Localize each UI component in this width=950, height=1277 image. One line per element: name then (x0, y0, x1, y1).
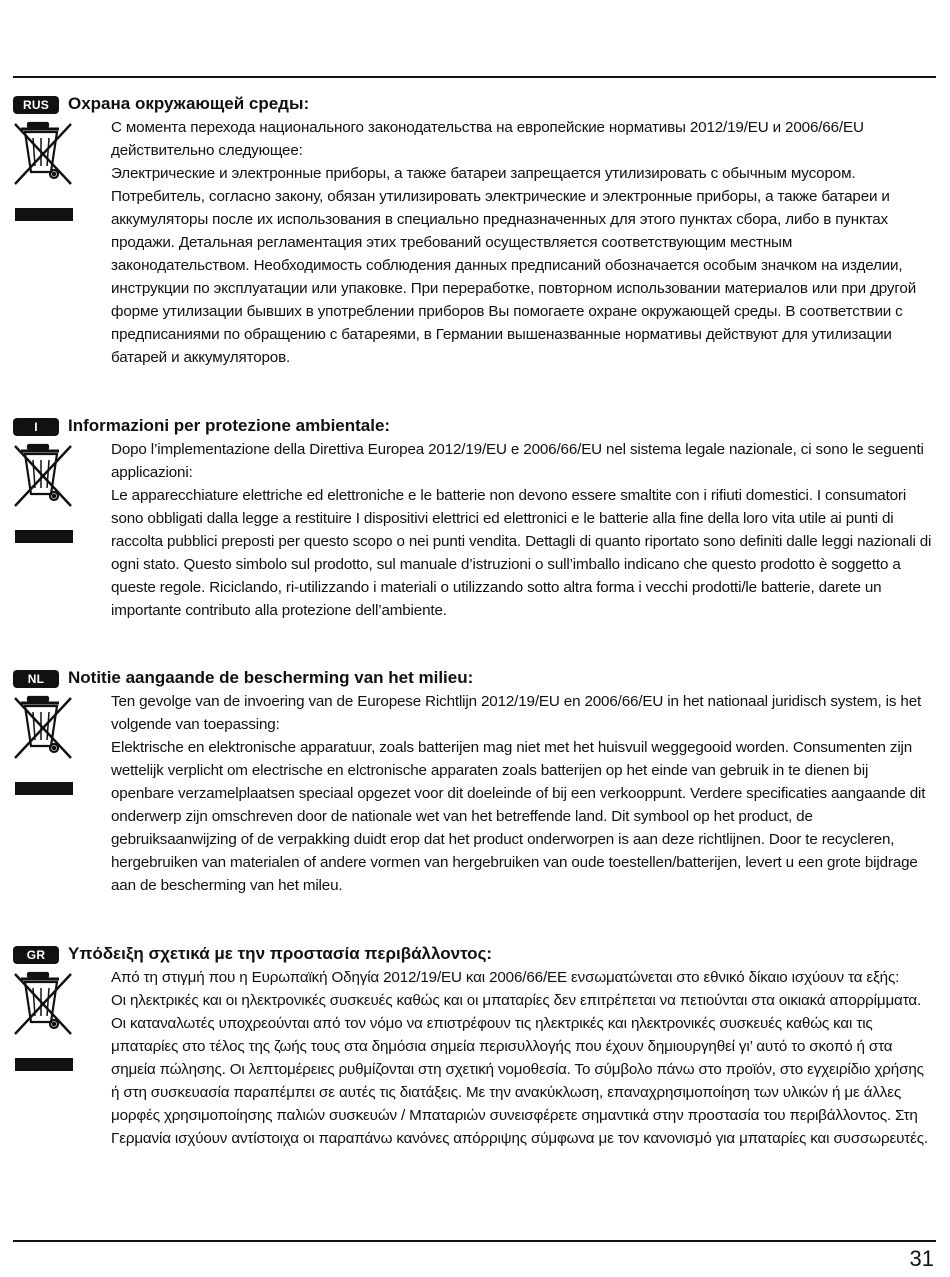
top-rule (13, 76, 936, 78)
section-text: Οι ηλεκτρικές και οι ηλεκτρονικές συσκευές καθώς και οι μπαταρίες δεν επιτρέπεται να πετιούνται στα οικιακά απορρίμματα. Οι καταναλωτές υποχρεούνται από τον νόμο να επιστρέφουν τις ηλεκτρικές και ηλεκτρονικές συσκευές καθώς και τις μπαταρίες στο τέλος της ζωής τους στα δημόσια σημεία περισυλλογής που έχουν δημιουργηθεί γι’ αυτό το σκοπό ή στα σημεία πώλησης. Οι λεπτομέρειες ρυθμίζονται στη σχετική νομοθεσία. Το σύμβολο πάνω στο προϊόν, στο εγχειρίδιο χρήσης ή στη συσκευασία παραπέμπει σε αυτές τις διατάξεις. Με την ανακύκλωση, επαναχρησιμοποίηση των υλικών ή με άλλες μορφές χρησιμοποίησης παλιών συσκευών / Μπαταριών συνεισφέρετε σημαντικά στην προστασία του περιβάλλοντος. Στη Γερμανία ισχύουν αντίστοιχα οι παραπάνω κανόνες απόρριψης σύμφωνα με τον κανονισμό για μπαταρίες και συσσωρευτές. (111, 992, 928, 1147)
bottom-rule (13, 1240, 936, 1242)
section-body (111, 116, 933, 369)
section-intro: Dopo l’implementazione della Direttiva Europea 2012/19/EU e 2006/66/EU nel sistema legale nazionale, ci sono le seguenti applicazioni: (111, 441, 924, 481)
section-heading: Informazioni per protezione ambientale: (68, 416, 391, 435)
section-intro: С момента перехода национального законодательства на европейские нормативы 2012/19/EU и 2006/66/EU действительно следующее: (111, 119, 864, 159)
page-number: 31 (909, 1246, 934, 1271)
weee-symbol (13, 692, 75, 802)
crossed-out-wheelie-bin-icon (13, 440, 75, 550)
section-text: Le apparecchiature elettriche ed elettroniche e le batterie non devono essere smaltite con i rifiuti domestici. I consumatori sono obbligati dalla legge a restituire I dispositivi elettrici ed elettronici e le batterie alla fine della loro vita utile ai punti di raccolta pubblici preposti per questo scopo o nei punti vendita. Dettagli di quanto riportato sono definiti dalle leggi nazionali di ogni stato. Questo simbolo sul prodotto, sul manuale d’istruzioni o sull’imballo indicano che questo prodotto è soggetto a queste regole. Riciclando, ri-utilizzando i materiali o utilizzando sotto altra forma i vecchi prodotti/le batterie, darete un importante contributo alla protezione dell’ambiente. (111, 487, 932, 619)
section-heading: Охрана окружающей среды: (68, 94, 310, 113)
language-badge: GR (13, 946, 59, 964)
section-intro: Από τη στιγμή που η Ευρωπαϊκή Οδηγία 2012/19/EU και 2006/66/EE ενσωματώνεται στο εθνικό δίκαιο ισχύουν τα εξής: (111, 969, 900, 986)
weee-symbol (13, 968, 75, 1078)
weee-symbol (13, 440, 75, 550)
weee-symbol (13, 118, 75, 228)
language-badge: RUS (13, 96, 59, 114)
language-badge: NL (13, 670, 59, 688)
section-body (111, 966, 933, 1150)
section-text: Электрические и электронные приборы, а также батареи запрещается утилизировать с обычным мусором. Потребитель, согласно закону, обязан утилизировать электрические и электронные приборы, а также батареи и аккумуляторы после их использования в специально предназначенных для этого пунктах сбора, либо в пунктах продажи. Детальная регламентация этих требований осуществляется соответствующим местным законодательством. Необходимость соблюдения данных предписаний обозначается особым значком на изделии, инструкции по эксплуатации или упаковке. При переработке, повторном использовании материалов или при другой форме утилизации бывших в употреблении приборов Вы помогаете охране окружающей среды. В соответствии с предписаниями по обращению с батареями, в Германии вышеназванные нормативы действуют для утилизации батарей и аккумуляторов. (111, 165, 917, 366)
section-body (111, 438, 933, 622)
crossed-out-wheelie-bin-icon (13, 118, 75, 228)
section-text: Elektrische en elektronische apparatuur, zoals batterijen mag niet met het huisvuil weggegooid worden. Consumenten zijn wettelijk verplicht om electrische en elctronische apparaten zoals batterijen op het einde van gebruik in te dienen bij openbare verzamelplaatsen speciaal opgezet voor dit doeleinde of bij een verkooppunt. Verdere specificaties aangaande dit onderwerp zijn omschreven door de nationale wet van het betreffende land. Dit symbool op het product, de gebruiksaanwijzing of de verpakking duidt erop dat het product onderworpen is aan deze richtlijnen. Door te recycleren, hergebruiken van materialen of andere vormen van hergebruiken van oude toestellen/batterijen, levert u een grote bijdrage aan de bescherming van het mileu. (111, 739, 926, 894)
crossed-out-wheelie-bin-icon (13, 692, 75, 802)
section-body (111, 690, 933, 897)
crossed-out-wheelie-bin-icon (13, 968, 75, 1078)
section-intro: Ten gevolge van de invoering van de Europese Richtlijn 2012/19/EU en 2006/66/EU in het nationaal juridisch system, is het volgende van toepassing: (111, 693, 922, 733)
language-badge: I (13, 418, 59, 436)
section-heading: Notitie aangaande de bescherming van het milieu: (68, 668, 474, 687)
section-heading: Υπόδειξη σχετικά με την προστασία περιβάλλοντος: (68, 944, 493, 963)
